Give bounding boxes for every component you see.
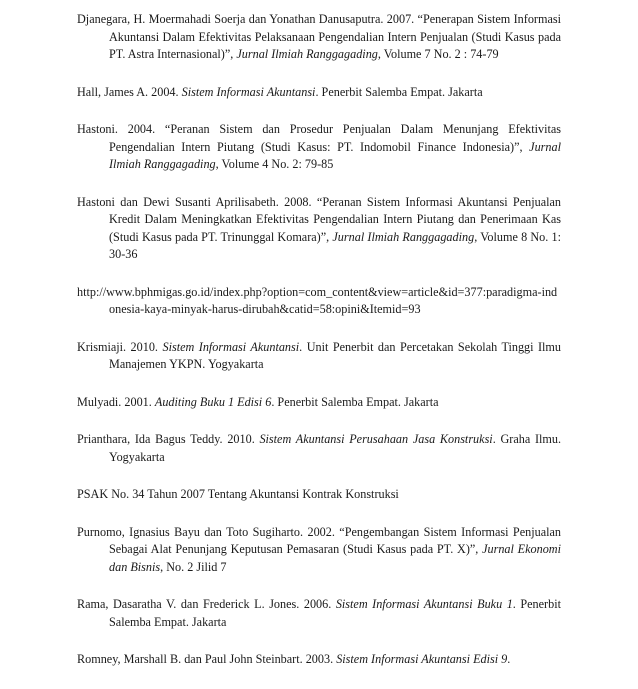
reference-text: Hastoni dan Dewi Susanti Aprilisabeth. 2008. “Peranan Sistem Informasi Akuntansi Penjualan Kredit Dalam Meningkatkan Efektivitas Pengendalian Intern Piutang dan Penerimaan Kas (Studi Kasus pada PT. Trinunggal Komara)”, bbox=[77, 194, 561, 244]
reference-title-italic: Sistem Informasi Akuntansi bbox=[181, 84, 316, 99]
reference-text: Mulyadi. 2001. bbox=[77, 394, 155, 409]
reference-title-italic: Sistem Informasi Akuntansi Edisi 9 bbox=[336, 652, 508, 666]
reference-entry bbox=[77, 651, 561, 669]
reference-list bbox=[77, 11, 561, 689]
reference-text: , Volume 8 No. 1: 30-36 bbox=[109, 229, 561, 261]
reference-text: PSAK No. 34 Tahun 2007 Tentang Akuntansi Kontrak Konstruksi bbox=[77, 487, 399, 501]
reference-title-italic: Jurnal Ilmiah Ranggagading bbox=[332, 229, 475, 244]
reference-text: Hastoni. 2004. “Peranan Sistem dan Prosedur Penjualan Dalam Menunjang Efektivitas Pengendalian Intern Piutang (Studi Kasus: PT. Indomobil Finance Indonesia)”, bbox=[77, 122, 561, 154]
reference-text: Rama, Dasaratha V. dan Frederick L. Jones. 2006. bbox=[77, 597, 336, 611]
reference-title-italic: Auditing Buku 1 Edisi 6 bbox=[154, 394, 272, 409]
reference-entry bbox=[77, 596, 561, 631]
reference-text: . Penerbit Salemba Empat. Jakarta bbox=[315, 84, 483, 99]
reference-text: , Volume 7 No. 2 : 74-79 bbox=[377, 47, 499, 61]
reference-title-italic: Jurnal Ekonomi dan Bisnis bbox=[109, 542, 561, 574]
reference-entry bbox=[77, 431, 561, 466]
reference-text: http://www.bphmigas.go.id/index.php?option=com_content&view=article&id=377:paradigma-indonesia-kaya-minyak-harus-dirubah&catid=58:opini&Itemid=93 bbox=[77, 284, 558, 316]
reference-text: , No. 2 Jilid 7 bbox=[160, 559, 227, 574]
reference-entry bbox=[77, 11, 561, 64]
reference-text: . Graha Ilmu. Yogyakarta bbox=[109, 432, 562, 464]
reference-entry bbox=[77, 121, 561, 174]
reference-title-italic: Sistem Akuntansi Perusahaan Jasa Konstruksi bbox=[259, 432, 493, 446]
reference-url-entry bbox=[77, 284, 561, 319]
reference-entry bbox=[77, 194, 561, 264]
reference-text: . Penerbit Salemba Empat. Jakarta bbox=[271, 394, 439, 409]
reference-text: Krismiaji. 2010. bbox=[77, 339, 163, 354]
reference-text: Djanegara, H. Moermahadi Soerja dan Yonathan Danusaputra. 2007. “Penerapan Sistem Informasi Akuntansi Dalam Efektivitas Pelaksanaan Pengendalian Intern Penjualan (Studi Kasus pada PT. Astra Internasional)”, bbox=[77, 12, 561, 61]
reference-text: Prianthara, Ida Bagus Teddy. 2010. bbox=[77, 432, 260, 446]
reference-title-italic: Jurnal Ilmiah Ranggagading bbox=[236, 47, 378, 61]
reference-title-italic: Sistem Informasi Akuntansi Buku 1 bbox=[335, 597, 513, 611]
reference-text: . bbox=[507, 652, 511, 666]
reference-entry bbox=[77, 339, 561, 374]
reference-text: . Unit Penerbit dan Percetakan Sekolah Tinggi Ilmu Manajemen YKPN. Yogyakarta bbox=[109, 339, 562, 371]
reference-text: Hall, James A. 2004. bbox=[77, 84, 182, 99]
reference-text: , Volume 4 No. 2: 79-85 bbox=[215, 157, 334, 171]
reference-text: Romney, Marshall B. dan Paul John Steinbart. 2003. bbox=[77, 652, 337, 666]
reference-title-italic: Jurnal Ilmiah Ranggagading bbox=[109, 139, 561, 171]
reference-text: . Penerbit Salemba Empat. Jakarta bbox=[109, 597, 561, 629]
reference-title-italic: Sistem Informasi Akuntansi bbox=[162, 339, 300, 354]
reference-text: Purnomo, Ignasius Bayu dan Toto Sugiharto. 2002. “Pengembangan Sistem Informasi Penjualan Sebagai Alat Penunjang Keputusan Pemasaran (Studi Kasus pada PT. X)”, bbox=[77, 524, 561, 556]
reference-entry bbox=[77, 524, 561, 577]
reference-entry bbox=[77, 394, 561, 412]
reference-entry bbox=[77, 486, 561, 504]
reference-entry bbox=[77, 84, 561, 102]
